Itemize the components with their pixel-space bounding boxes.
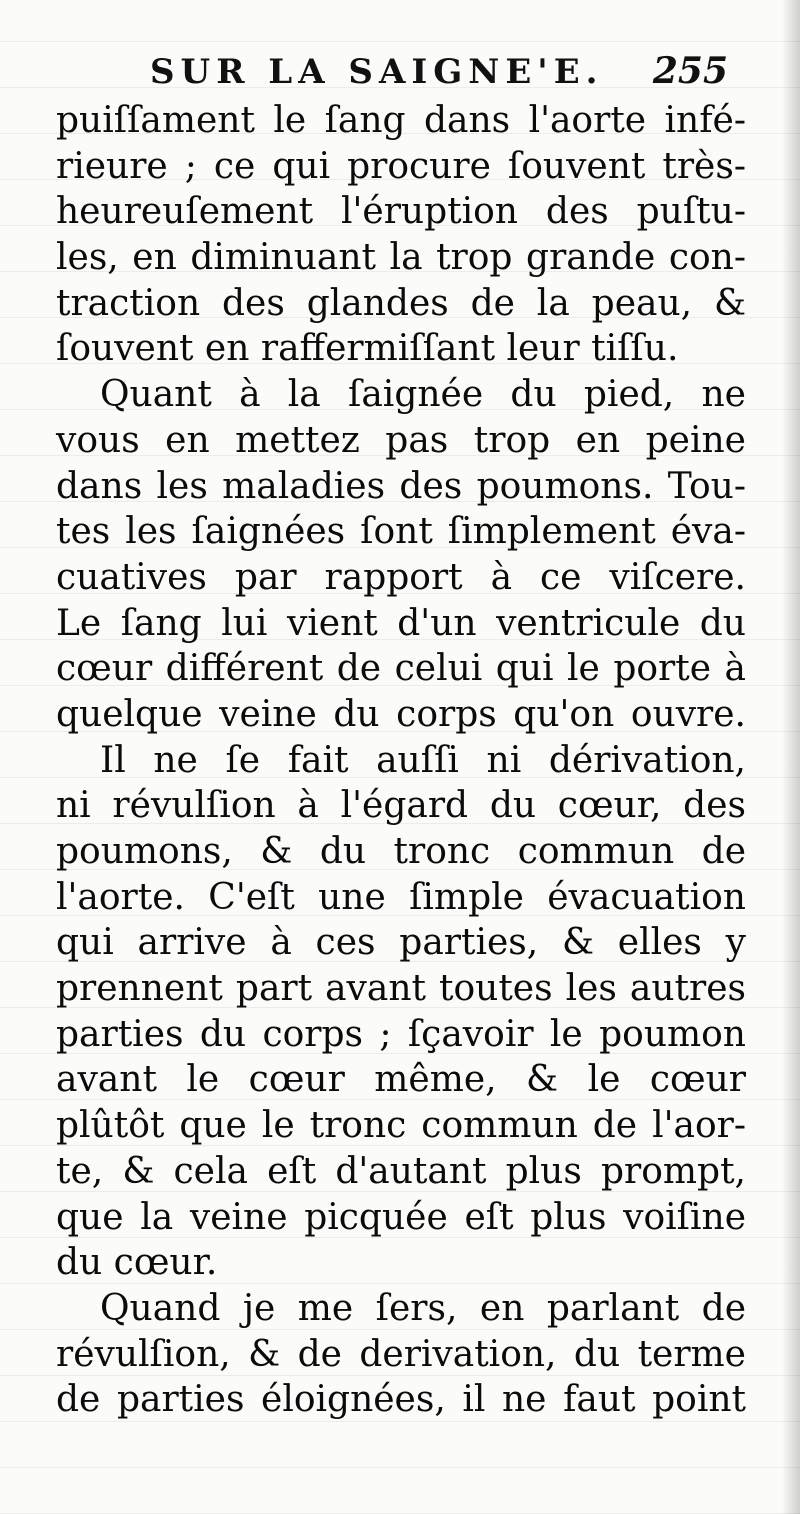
text-line: te, & cela eſt d'autant plus prompt,: [56, 1150, 746, 1192]
page-edge-shadow: [782, 0, 800, 1514]
text-line: Le ſang lui vient d'un ventricule du: [56, 602, 746, 644]
paragraph-start-line: Quand je me ſers, en parlant de: [100, 1287, 746, 1329]
text-line: ſouvent en raffermiſſant leur tiſſu.: [56, 328, 679, 370]
page-header: [150, 48, 740, 98]
text-line: cœur différent de celui qui le porte à: [56, 648, 746, 690]
text-line: ni révulſion à l'égard du cœur, des: [56, 785, 746, 827]
text-line: dans les maladies des poumons. Tou-: [56, 465, 746, 507]
text-line: poumons, & du tronc commun de: [56, 831, 746, 872]
running-head: SUR LA SAIGNE'E.: [150, 52, 604, 92]
text-line: quelque veine du corps qu'on ouvre.: [56, 693, 746, 735]
page-number: 255: [652, 50, 728, 92]
text-line: puiſſament le ſang dans l'aorte infé-: [56, 100, 746, 141]
text-line: de parties éloignées, il ne faut point: [56, 1379, 746, 1421]
text-line: révulſion, & de derivation, du terme: [56, 1333, 746, 1375]
text-line: vous en mettez pas trop en peine: [56, 419, 746, 461]
text-line: que la veine picquée eſt plus voiſine: [56, 1196, 746, 1238]
text-line: parties du corps ; ſçavoir le poumon: [56, 1013, 746, 1055]
text-line: avant le cœur même, & le cœur: [56, 1059, 746, 1101]
text-line: tes les ſaignées ſont ſimplement éva-: [56, 511, 746, 553]
text-line: prennent part avant toutes les autres: [56, 968, 746, 1010]
text-line: cuatives par rapport à ce viſcere.: [56, 556, 746, 598]
text-line: du cœur.: [56, 1242, 218, 1284]
text-line: traction des glandes de la peau, &: [56, 282, 746, 324]
text-line: l'aorte. C'eſt une ſimple évacuation: [56, 876, 746, 918]
paragraph-start-line: Quant à la ſaignée du pied, ne: [100, 374, 746, 416]
paragraph-start-line: Il ne ſe fait auſſi ni dérivation,: [100, 739, 746, 781]
text-line: qui arrive à ces parties, & elles y: [56, 922, 746, 964]
text-line: les, en diminuant la trop grande con-: [56, 237, 746, 279]
text-line: plûtôt que le tronc commun de l'aor-: [56, 1105, 746, 1147]
text-line: rieure ; ce qui procure ſouvent très-: [56, 145, 746, 187]
text-line: heureuſement l'éruption des puſtu-: [56, 191, 746, 233]
body-text: [56, 98, 746, 1423]
